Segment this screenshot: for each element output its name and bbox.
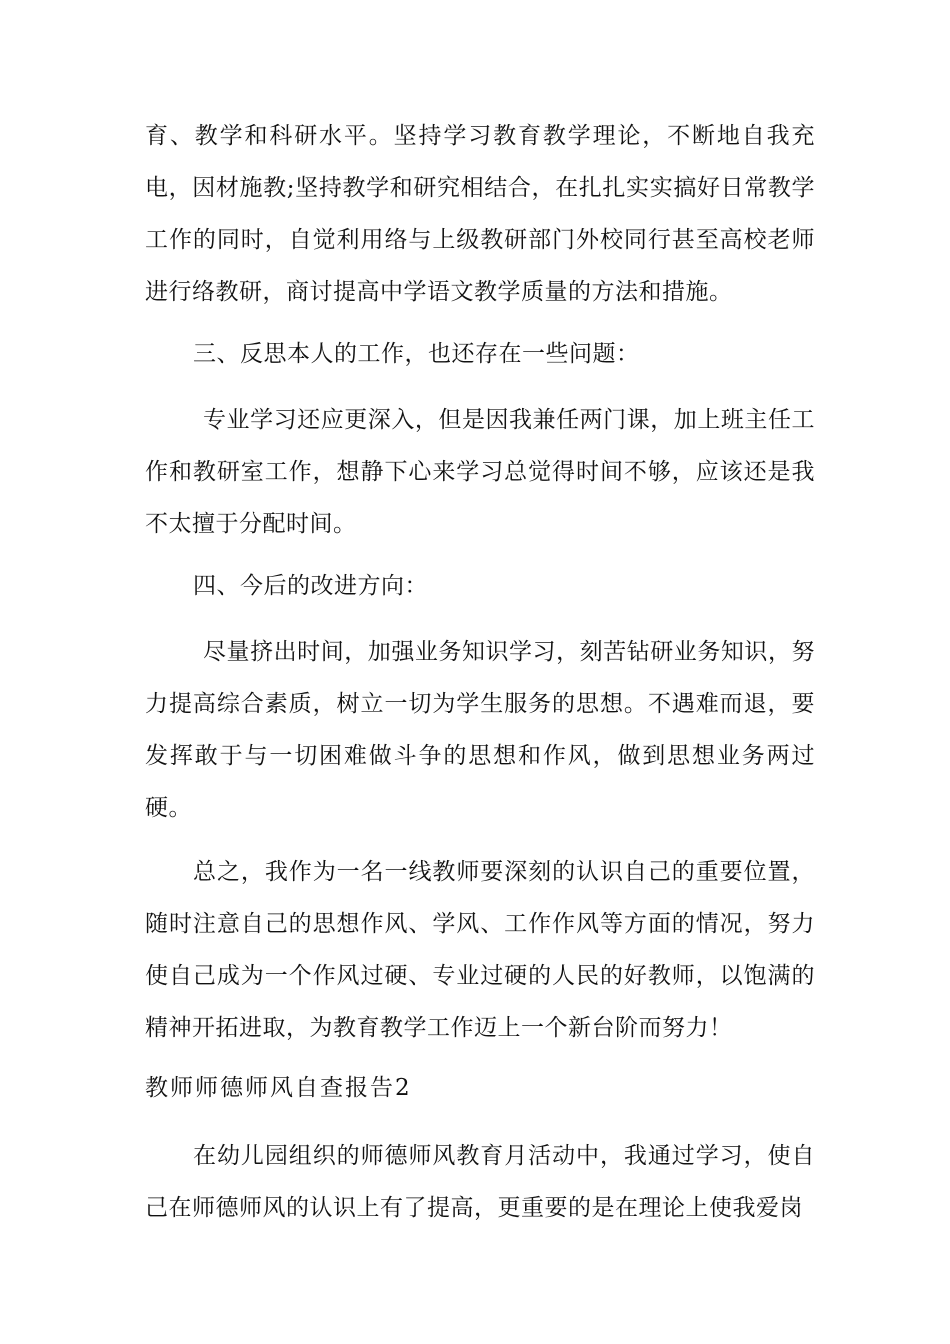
section-title: 教师师德师风自查报告2	[145, 1075, 412, 1101]
paragraph-continuation: 育、教学和科研水平。坚持学习教育教学理论，不断地自我充电，因材施教;坚持教学和研究相结合，在扎扎实实搞好日常教学工作的同时，自觉利用络与上级教研部门外校同行甚至高校老师进行络教研，商讨提高中学语文教学质量的方法和措施。	[145, 123, 815, 305]
paragraph-conclusion: 总之，我作为一名一线教师要深刻的认识自己的重要位置，随时注意自己的思想作风、学风、工作作风等方面的情况，努力使自己成为一个作风过硬、专业过硬的人民的好教师，以饱满的精神开拓进取，为教育教学工作迈上一个新台阶而努力！	[145, 859, 815, 1041]
paragraph-problems: 专业学习还应更深入，但是因我兼任两门课，加上班主任工作和教研室工作，想静下心来学习总觉得时间不够，应该还是我不太擅于分配时间。	[145, 407, 815, 537]
section-heading-three: 三、反思本人的工作，也还存在一些问题：	[193, 341, 640, 367]
section-heading-four: 四、今后的改进方向：	[193, 573, 428, 599]
paragraph-report-two: 在幼儿园组织的师德师风教育月活动中，我通过学习，使自己在师德师风的认识上有了提高，更重要的是在理论上使我爱岗	[145, 1143, 815, 1221]
paragraph-improvements: 尽量挤出时间，加强业务知识学习，刻苦钻研业务知识，努力提高综合素质，树立一切为学生服务的思想。不遇难而退，要发挥敢于与一切困难做斗争的思想和作风，做到思想业务两过硬。	[145, 639, 815, 821]
